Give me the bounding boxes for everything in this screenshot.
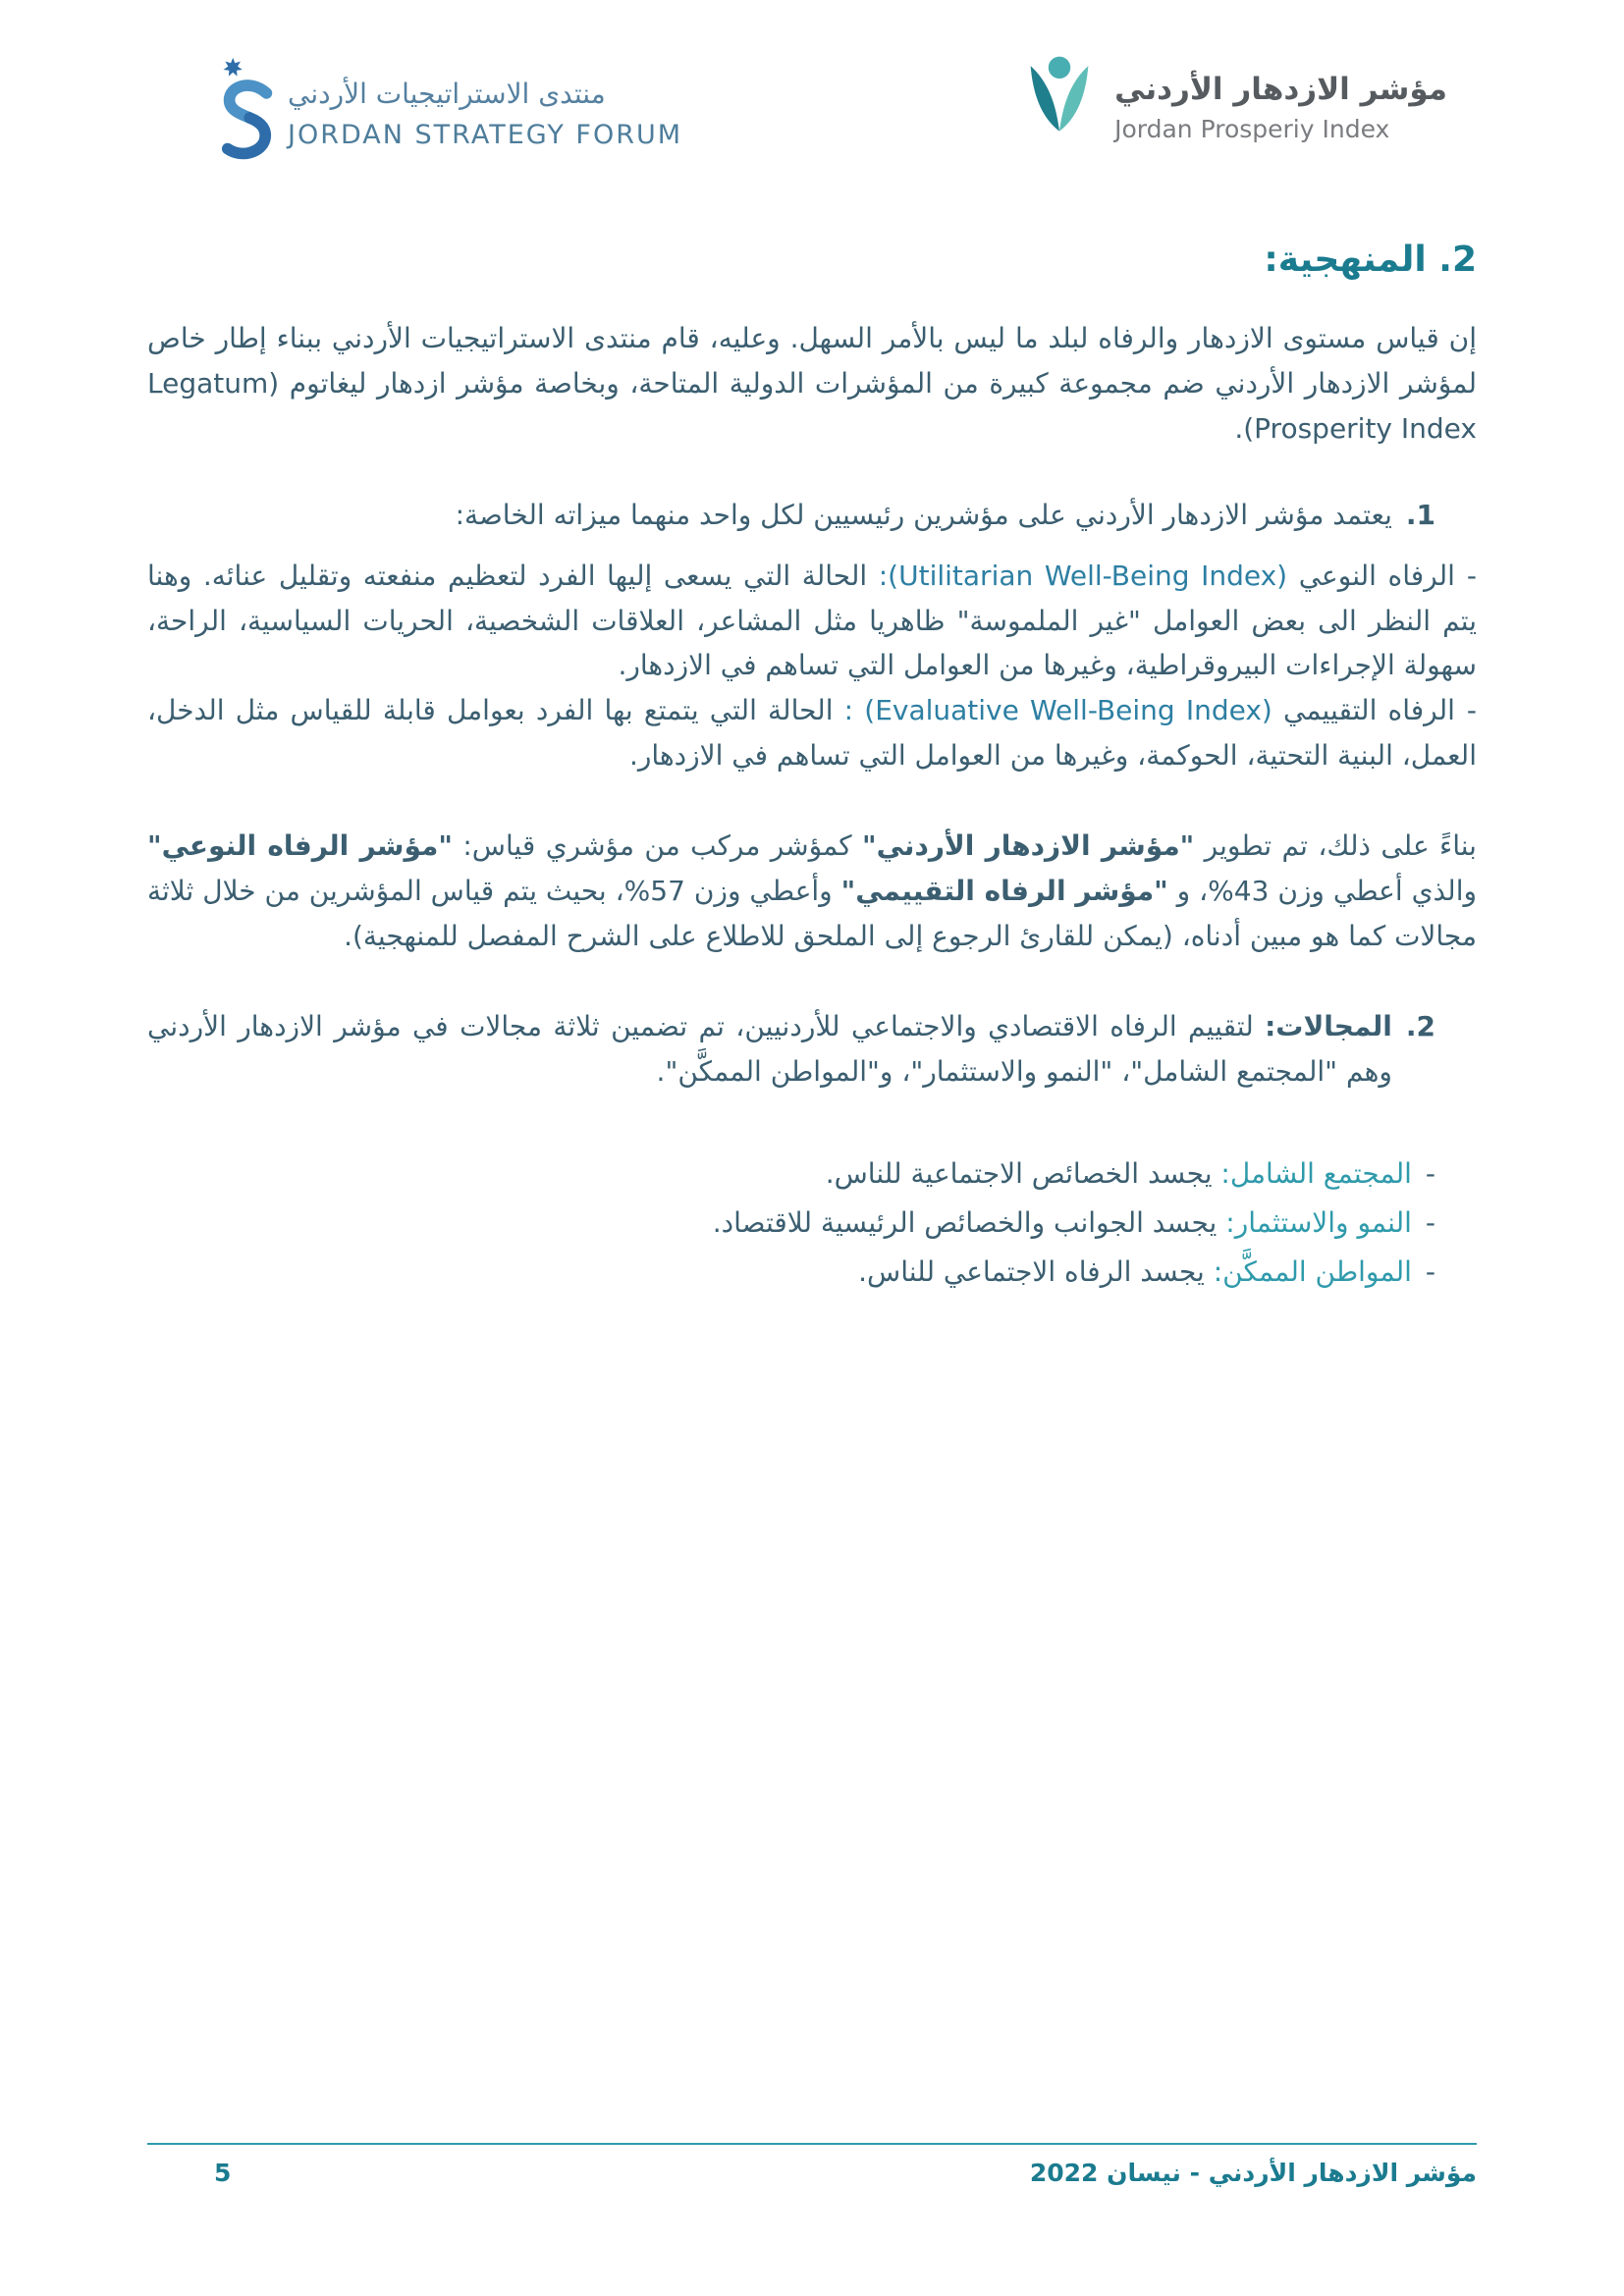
numbered-item-1 bbox=[147, 493, 1477, 538]
item-2-description: لتقييم الرفاه الاقتصادي والاجتماعي للأردنيين، تم تضمين ثلاثة مجالات في مؤشر الازدهار الأردني وهم "المجتمع الشامل"، "النمو والاستثمار"، و"المواطن الممكَّن". bbox=[147, 1009, 1392, 1088]
domain-text bbox=[713, 1201, 1412, 1246]
item-1-number: 1. bbox=[1405, 498, 1435, 531]
dev-segment: بناءً على ذلك، تم تطوير bbox=[1194, 829, 1477, 863]
dev-segment: وأعطي وزن 57%، بحيث يتم قياس المؤشرين من خلال ثلاثة مجالات كما هو مبين أدناه، (يمكن للقارئ الرجوع إلى الملحق للاطلاع على الشرح المفصل للمنهجية). bbox=[147, 875, 1477, 952]
footer-row bbox=[147, 2145, 1477, 2187]
domain-label: المجتمع الشامل: bbox=[1220, 1156, 1412, 1190]
dev-segment: كمؤشر مركب من مؤشري قياس: bbox=[452, 829, 863, 863]
domain-item-inclusive-society bbox=[147, 1151, 1477, 1197]
jpi-logo-english: Jordan Prosperiy Index bbox=[1114, 114, 1390, 143]
section-title: 2. المنهجية: bbox=[1264, 240, 1477, 280]
jpi-logo-text bbox=[1114, 72, 1447, 143]
domain-text bbox=[826, 1151, 1412, 1197]
domain-item-growth-investment bbox=[147, 1201, 1477, 1246]
domain-item-empowered-citizen bbox=[147, 1250, 1477, 1295]
domain-desc: يجسد الجوانب والخصائص الرئيسية للاقتصاد. bbox=[712, 1205, 1226, 1239]
jsf-logo-english: JORDAN STRATEGY FORUM bbox=[288, 120, 683, 150]
jsf-logo-text bbox=[288, 78, 682, 150]
domain-label: النمو والاستثمار: bbox=[1225, 1205, 1412, 1239]
item-2-text bbox=[147, 1004, 1392, 1095]
wellbeing-description: الحالة التي يسعى إليها الفرد لتعظيم منفعته وتقليل عنائه. وهنا يتم النظر الى بعض العوامل "غير الملموسة" ظاهريا مثل المشاعر، العلاقات الشخصية، الحريات السياسية، الراحة، سهولة الإجراءات البيروقراطية، وغيرها من العوامل التي تساهم في الازدهار. bbox=[147, 559, 1477, 682]
jpi-head-icon bbox=[1049, 57, 1070, 79]
jpi-logo-mark bbox=[1008, 54, 1110, 160]
page-header bbox=[0, 0, 1624, 174]
domain-desc: يجسد الرفاه الاجتماعي للناس. bbox=[858, 1255, 1214, 1288]
document-body bbox=[0, 231, 1624, 1294]
domain-desc: يجسد الخصائص الاجتماعية للناس. bbox=[825, 1156, 1221, 1190]
item-2-label: المجالات: bbox=[1265, 1009, 1392, 1042]
jsf-ribbon-bottom bbox=[228, 118, 265, 153]
bullet-dash: - bbox=[1425, 1255, 1435, 1288]
development-paragraph bbox=[147, 824, 1477, 959]
intro-paragraph: إن قياس مستوى الازدهار والرفاه لبلد ما ليس بالأمر السهل. وعليه، قام منتدى الاستراتيجيات الأردني ببناء إطار خاص لمؤشر الازدهار الأردني ضم مجموعة كبيرة من المؤشرات الدولية المتاحة، وبخاصة مؤشر ازدهار ليغاتوم (Legatum Prosperity Index). bbox=[147, 322, 1477, 445]
dev-bold-evaluative: "مؤشر الرفاه التقييمي" bbox=[840, 875, 1168, 908]
jsf-logo-mark bbox=[199, 54, 288, 174]
jsf-logo-arabic: منتدى الاستراتيجيات الأردني bbox=[288, 78, 606, 110]
dev-bold-jpi: "مؤشر الازدهار الأردني" bbox=[862, 829, 1195, 863]
dev-segment: والذي أعطي وزن 43%، و bbox=[1167, 875, 1478, 908]
item-1-text: يعتمد مؤشر الازدهار الأردني على مؤشرين رئيسيين لكل واحد منهما ميزاته الخاصة: bbox=[455, 498, 1392, 531]
wellbeing-english-term: (Utilitarian Well-Being Index): bbox=[878, 559, 1288, 592]
jpi-logo bbox=[987, 54, 1447, 160]
domains-list bbox=[147, 1151, 1477, 1295]
item-2-number: 2. bbox=[1405, 1009, 1435, 1042]
page-footer bbox=[147, 2143, 1477, 2187]
bullet-utilitarian-wellbeing bbox=[147, 554, 1477, 689]
wellbeing-label: الرفاه النوعي bbox=[1287, 559, 1455, 592]
jpi-logo-arabic: مؤشر الازدهار الأردني bbox=[1114, 71, 1447, 107]
wellbeing-label: الرفاه التقييمي bbox=[1272, 694, 1455, 727]
domain-label: المواطن الممكَّن: bbox=[1213, 1255, 1412, 1288]
wellbeing-description: الحالة التي يتمتع بها الفرد بعوامل قابلة للقياس مثل الدخل، العمل، البنية التحتية، الحوكمة، وغيرها من العوامل التي تساهم في الازدهار. bbox=[147, 694, 1477, 773]
footer-document-title: مؤشر الازدهار الأردني - نيسان 2022 bbox=[1029, 2159, 1477, 2187]
domain-text bbox=[858, 1250, 1412, 1295]
page-number: 5 bbox=[214, 2159, 232, 2187]
jordan-star-icon bbox=[224, 58, 243, 77]
bullet-evaluative-wellbeing bbox=[147, 688, 1477, 778]
numbered-item-2 bbox=[147, 1004, 1477, 1095]
bullet-dash: - bbox=[1425, 1156, 1435, 1190]
dev-bold-utilitarian: "مؤشر الرفاه النوعي" bbox=[147, 829, 453, 863]
bullet-dash: - bbox=[1425, 1205, 1435, 1239]
wellbeing-english-term: (Evaluative Well-Being Index) : bbox=[843, 694, 1272, 727]
bullet-dash: - bbox=[1466, 694, 1477, 727]
jsf-logo bbox=[182, 54, 682, 174]
bullet-dash: - bbox=[1466, 559, 1477, 592]
